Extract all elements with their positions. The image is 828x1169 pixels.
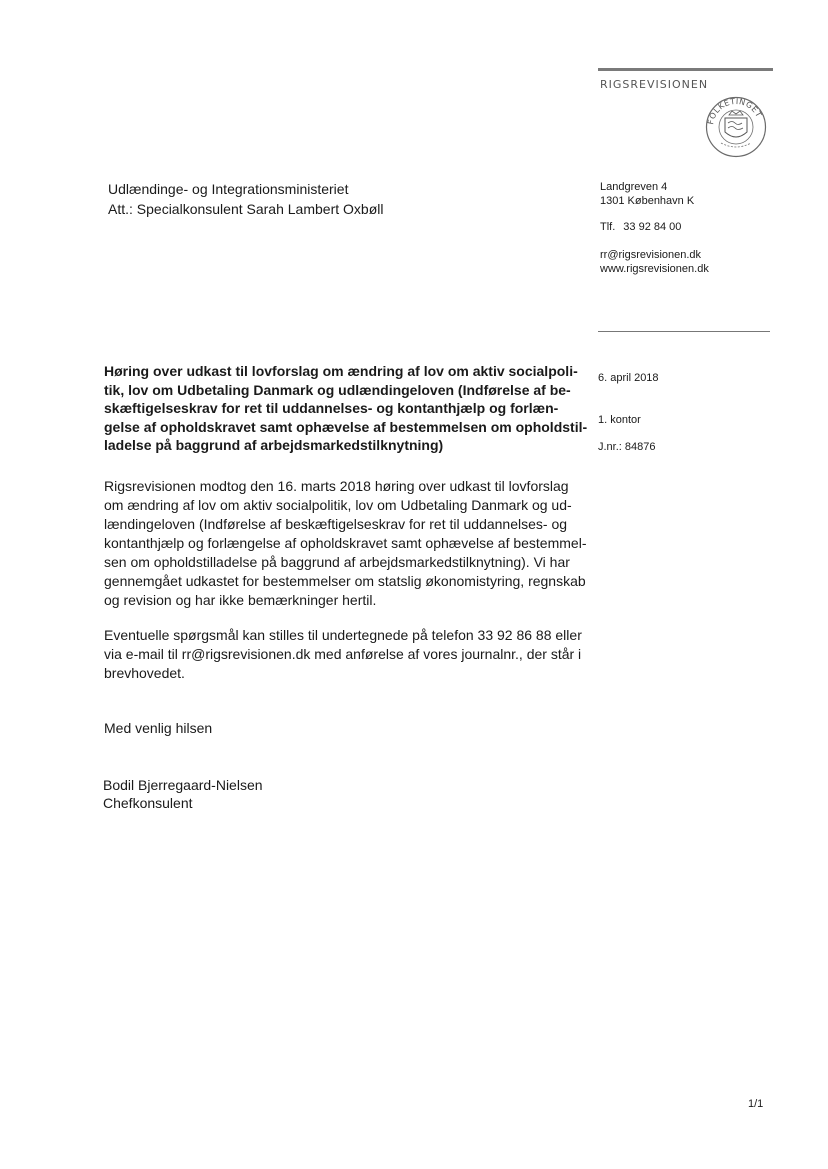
subject-line: tik, lov om Udbetaling Danmark og udlændingeloven (Indførelse af be- [104, 381, 571, 398]
recipient-attention: Att.: Specialkonsulent Sarah Lambert Oxbøll [108, 201, 384, 217]
closing-salutation: Med venlig hilsen [104, 720, 213, 736]
subject-line: skæftigelseskrav for ret til uddannelses- og kontanthjælp og forlæn- [104, 400, 559, 417]
letterhead-rule [598, 68, 773, 71]
sender-city: 1301 København K [600, 195, 695, 207]
recipient-ministry: Udlændinge- og Integrationsministeriet [108, 181, 349, 197]
body-line: via e-mail til rr@rigsrevisionen.dk med anførelse af vores journalnr., der står i [104, 646, 582, 662]
sender-website: www.rigsrevisionen.dk [600, 263, 709, 275]
body-line: om ændring af lov om aktiv socialpolitik, lov om Udbetaling Danmark og ud- [104, 497, 572, 513]
sender-phone-row [600, 221, 681, 233]
page-number: 1/1 [748, 1098, 764, 1110]
body-line: gennemgået udkastet for bestemmelser om statslig økonomistyring, regnskab [104, 573, 586, 589]
sender-contact [600, 248, 709, 276]
svg-text:FOLKETINGET: FOLKETINGET [706, 96, 764, 126]
subject-line: gelse af opholdskravet samt ophævelse af bestemmelsen om opholdstil- [104, 418, 588, 435]
office-label: 1. kontor [598, 414, 641, 426]
signatory-name: Bodil Bjerregaard-Nielsen [103, 777, 263, 793]
phone-number: 33 92 84 00 [623, 221, 682, 233]
organization-name: RIGSREVISIONEN [600, 78, 709, 91]
signatory-title: Chefkonsulent [103, 795, 193, 811]
journal-number: J.nr.: 84876 [598, 441, 656, 453]
body-line: lændingeloven (Indførelse af beskæftigelseskrav for ret til uddannelses- og [104, 516, 568, 532]
body-line: sen om opholdstilladelse på baggrund af arbejdsmarkedstilknytning). Vi har [104, 554, 570, 570]
letter-date: 6. april 2018 [598, 372, 659, 384]
phone-label: Tlf. [600, 221, 616, 233]
folketinget-seal-icon [705, 96, 767, 158]
letter-subject [104, 362, 588, 455]
recipient-block [108, 179, 383, 219]
subject-line: ladelse på baggrund af arbejdsmarkedstilknytning) [104, 437, 444, 454]
body-line: Rigsrevisionen modtog den 16. marts 2018 høring over udkast til lovforslag [104, 478, 569, 494]
body-paragraph-2 [104, 626, 582, 683]
body-line: og revision og har ikke bemærkninger hertil. [104, 592, 377, 608]
signature-block [103, 776, 263, 812]
body-line: brevhovedet. [104, 665, 185, 681]
sender-street: Landgreven 4 [600, 181, 668, 193]
body-paragraph-1 [104, 477, 587, 610]
body-line: kontanthjælp og forlængelse af opholdskravet samt ophævelse af bestemmel- [104, 535, 587, 551]
sender-email: rr@rigsrevisionen.dk [600, 249, 702, 261]
subject-line: Høring over udkast til lovforslag om ændring af lov om aktiv socialpoli- [104, 363, 578, 379]
header-divider [598, 331, 770, 332]
sender-address [600, 180, 694, 208]
body-line: Eventuelle spørgsmål kan stilles til undertegnede på telefon 33 92 86 88 eller [104, 627, 582, 643]
